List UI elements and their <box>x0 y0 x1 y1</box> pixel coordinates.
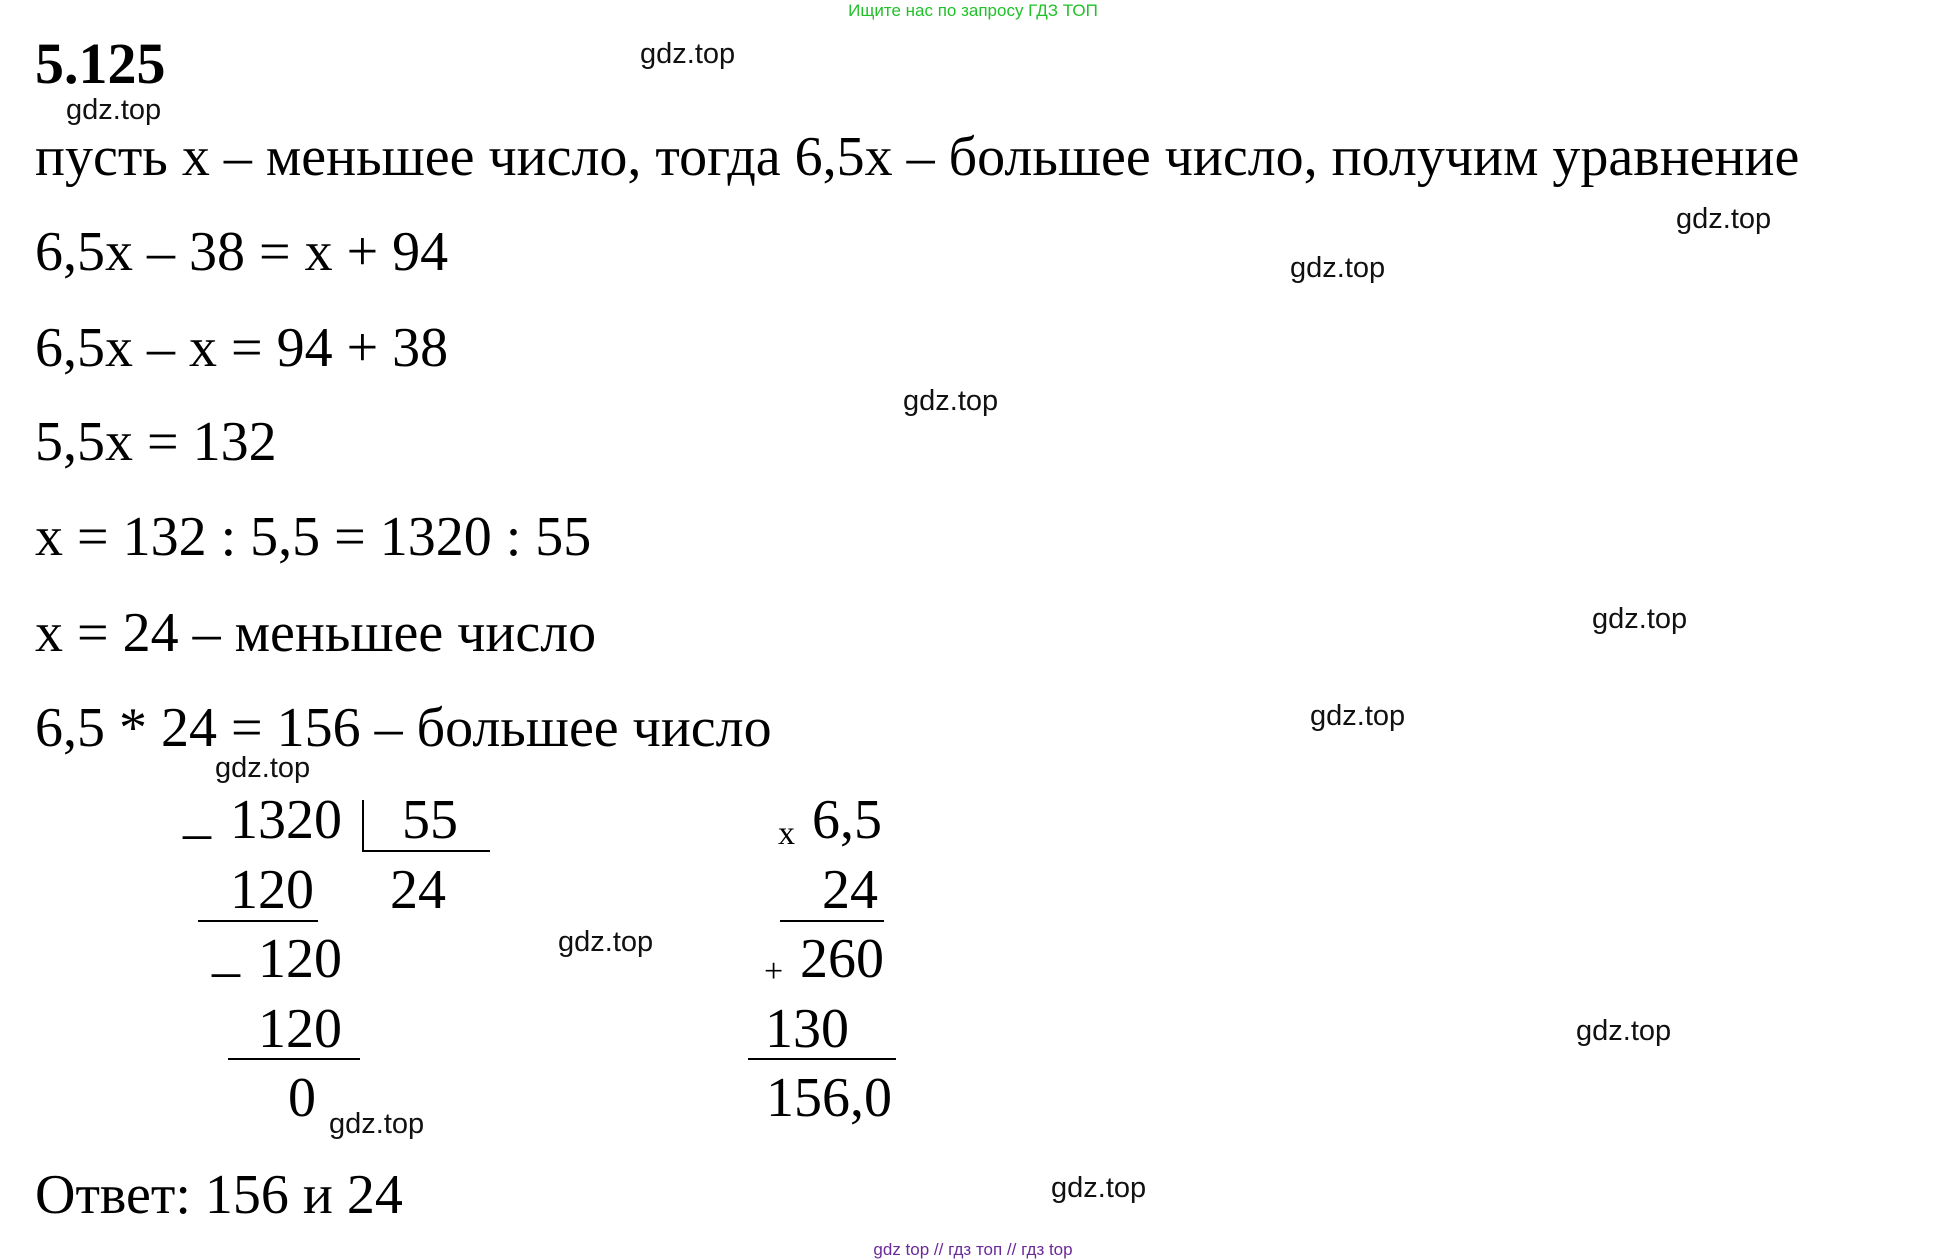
solution-line-intro: пусть x – меньшее число, тогда 6,5x – большее число, получим уравнение <box>35 126 1800 188</box>
watermark: gdz.top <box>640 38 736 70</box>
answer-line: Ответ: 156 и 24 <box>35 1164 403 1226</box>
watermark: gdz.top <box>1592 603 1688 635</box>
watermark: gdz.top <box>558 926 654 958</box>
division-dividend: 1320 <box>230 789 342 851</box>
solution-line-larger: 6,5 * 24 = 156 – большее число <box>35 697 772 759</box>
solution-line-step2: 5,5x = 132 <box>35 411 277 473</box>
division-step1: 120 <box>230 859 314 921</box>
division-bracket-vertical <box>362 800 364 852</box>
watermark: gdz.top <box>215 752 311 784</box>
watermark: gdz.top <box>903 385 999 417</box>
division-step2: 120 <box>258 998 342 1060</box>
solution-line-equation: 6,5x – 38 = x + 94 <box>35 221 449 283</box>
top-banner: Ищите нас по запросу ГДЗ ТОП <box>848 1 1098 20</box>
footer-links: gdz top // гдз топ // гдз top <box>873 1240 1073 1259</box>
multiplication-rule-1 <box>780 920 884 922</box>
division-quotient: 24 <box>390 859 446 921</box>
division-bracket-horizontal <box>362 850 490 852</box>
division-minus-sign-2: _ <box>212 921 240 983</box>
problem-number: 5.125 <box>35 31 166 96</box>
watermark: gdz.top <box>66 94 162 126</box>
multiplication-partial1: 260 <box>800 928 884 990</box>
multiplication-plus-sign: + <box>764 953 784 990</box>
multiplication-factor2: 24 <box>822 859 878 921</box>
division-final-remainder: 0 <box>288 1067 316 1129</box>
watermark: gdz.top <box>1676 203 1772 235</box>
division-remainder1: 120 <box>258 928 342 990</box>
multiplication-partial2: 130 <box>765 998 849 1060</box>
solution-line-step3: x = 132 : 5,5 = 1320 : 55 <box>35 506 592 568</box>
multiplication-times-sign: x <box>778 815 795 852</box>
watermark: gdz.top <box>1310 700 1406 732</box>
multiplication-rule-2 <box>748 1058 896 1060</box>
watermark: gdz.top <box>329 1108 425 1140</box>
division-rule-2 <box>228 1058 360 1060</box>
watermark: gdz.top <box>1290 252 1386 284</box>
multiplication-result: 156,0 <box>766 1067 892 1129</box>
division-divisor: 55 <box>402 789 458 851</box>
solution-line-smaller: x = 24 – меньшее число <box>35 602 597 664</box>
division-minus-sign-1: _ <box>183 783 211 845</box>
multiplication-factor1: 6,5 <box>812 789 882 851</box>
solution-line-step1: 6,5x – x = 94 + 38 <box>35 317 449 379</box>
watermark: gdz.top <box>1576 1015 1672 1047</box>
watermark: gdz.top <box>1051 1172 1147 1204</box>
